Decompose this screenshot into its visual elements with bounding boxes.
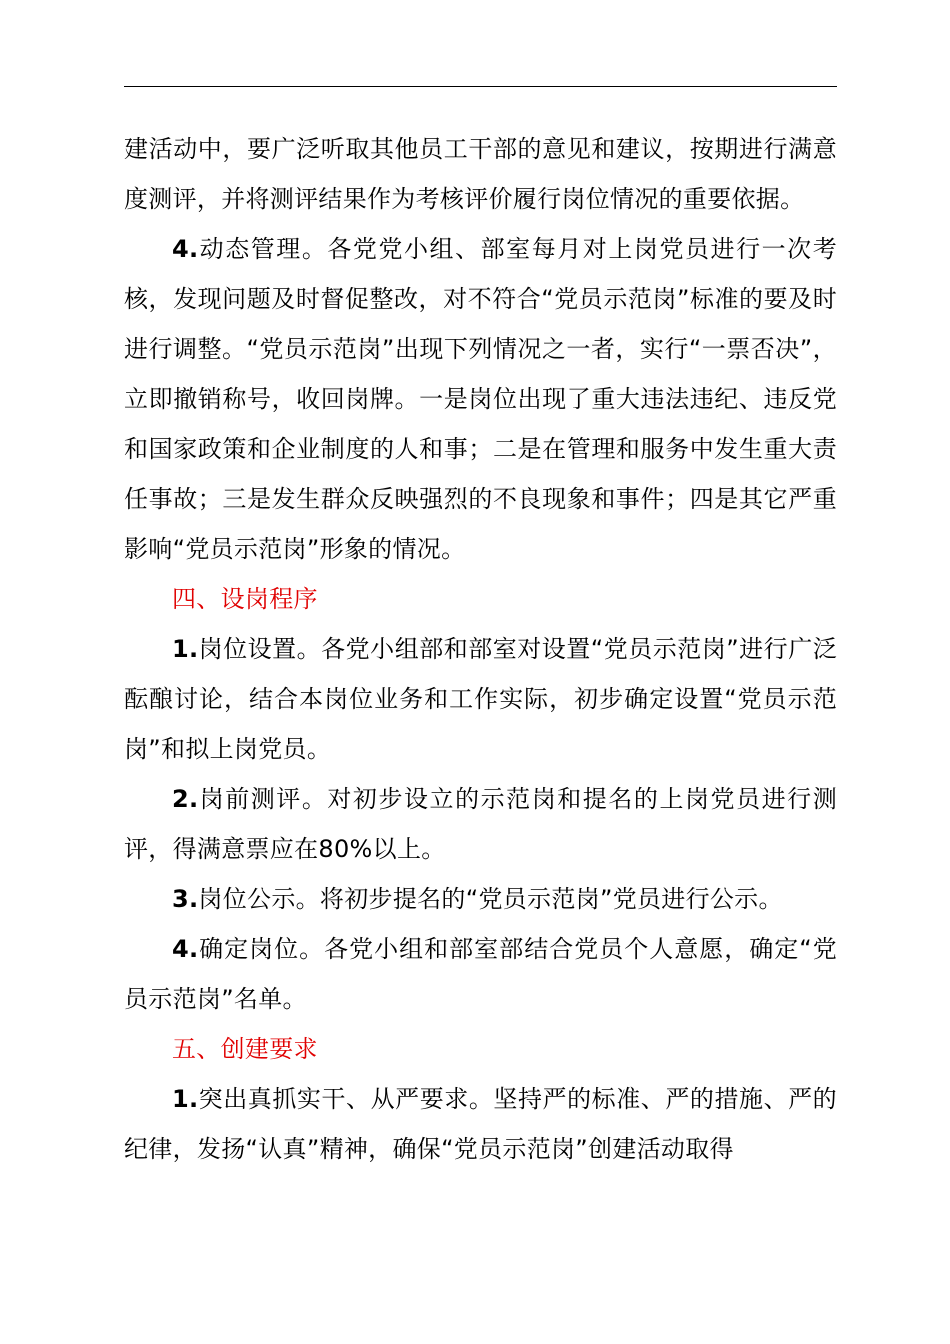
paragraph-post-setting bbox=[124, 624, 837, 774]
paragraph-text: 岗位设置。各党小组部和部室对设置“党员示范岗”进行广泛酝酿讨论，结合本岗位业务和工作实际，初步确定设置“党员示范岗”和拟上岗党员。 bbox=[124, 635, 837, 763]
item-number: 3. bbox=[172, 885, 199, 913]
paragraph-dynamic-management bbox=[124, 224, 837, 574]
paragraph-continuation: 建活动中，要广泛听取其他员工干部的意见和建议，按期进行满意度测评，并将测评结果作为考核评价履行岗位情况的重要依据。 bbox=[124, 135, 837, 213]
paragraph-text: 动态管理。各党党小组、部室每月对上岗党员进行一次考核，发现问题及时督促整改，对不符合“党员示范岗”标准的要及时进行调整。“党员示范岗”出现下列情况之一者，实行“一票否决”，立即撤销称号，收回岗牌。一是岗位出现了重大违法违纪、违反党和国家政策和企业制度的人和事；二是在管理和服务中发生重大责任事故；三是发生群众反映强烈的不良现象和事件；四是其它严重影响“党员示范岗”形象的情况。 bbox=[124, 235, 837, 563]
item-number: 1. bbox=[172, 635, 199, 663]
paragraph-text: 突出真抓实干、从严要求。坚持严的标准、严的措施、严的纪律，发扬“认真”精神，确保“党员示范岗”创建活动取得 bbox=[124, 1085, 837, 1163]
header-rule bbox=[124, 86, 837, 87]
paragraph-publicity bbox=[124, 874, 837, 924]
paragraph-pre-evaluation bbox=[124, 774, 837, 874]
item-number: 4. bbox=[172, 235, 199, 263]
item-number: 4. bbox=[172, 935, 199, 963]
paragraph-text: 岗位公示。将初步提名的“党员示范岗”党员进行公示。 bbox=[198, 885, 783, 913]
document-body bbox=[124, 124, 837, 1174]
paragraph-text: 确定岗位。各党小组和部室部结合党员个人意愿，确定“党员示范岗”名单。 bbox=[124, 935, 837, 1013]
paragraph-confirm-post bbox=[124, 924, 837, 1024]
section-heading-procedure: 四、设岗程序 bbox=[172, 585, 318, 613]
item-number: 2. bbox=[172, 785, 199, 813]
section-heading-requirements: 五、创建要求 bbox=[172, 1035, 318, 1063]
paragraph-text: 岗前测评。对初步设立的示范岗和提名的上岗党员进行测评，得满意票应在80%以上。 bbox=[124, 785, 837, 863]
item-number: 1. bbox=[172, 1085, 199, 1113]
paragraph-strict-requirements bbox=[124, 1074, 837, 1174]
